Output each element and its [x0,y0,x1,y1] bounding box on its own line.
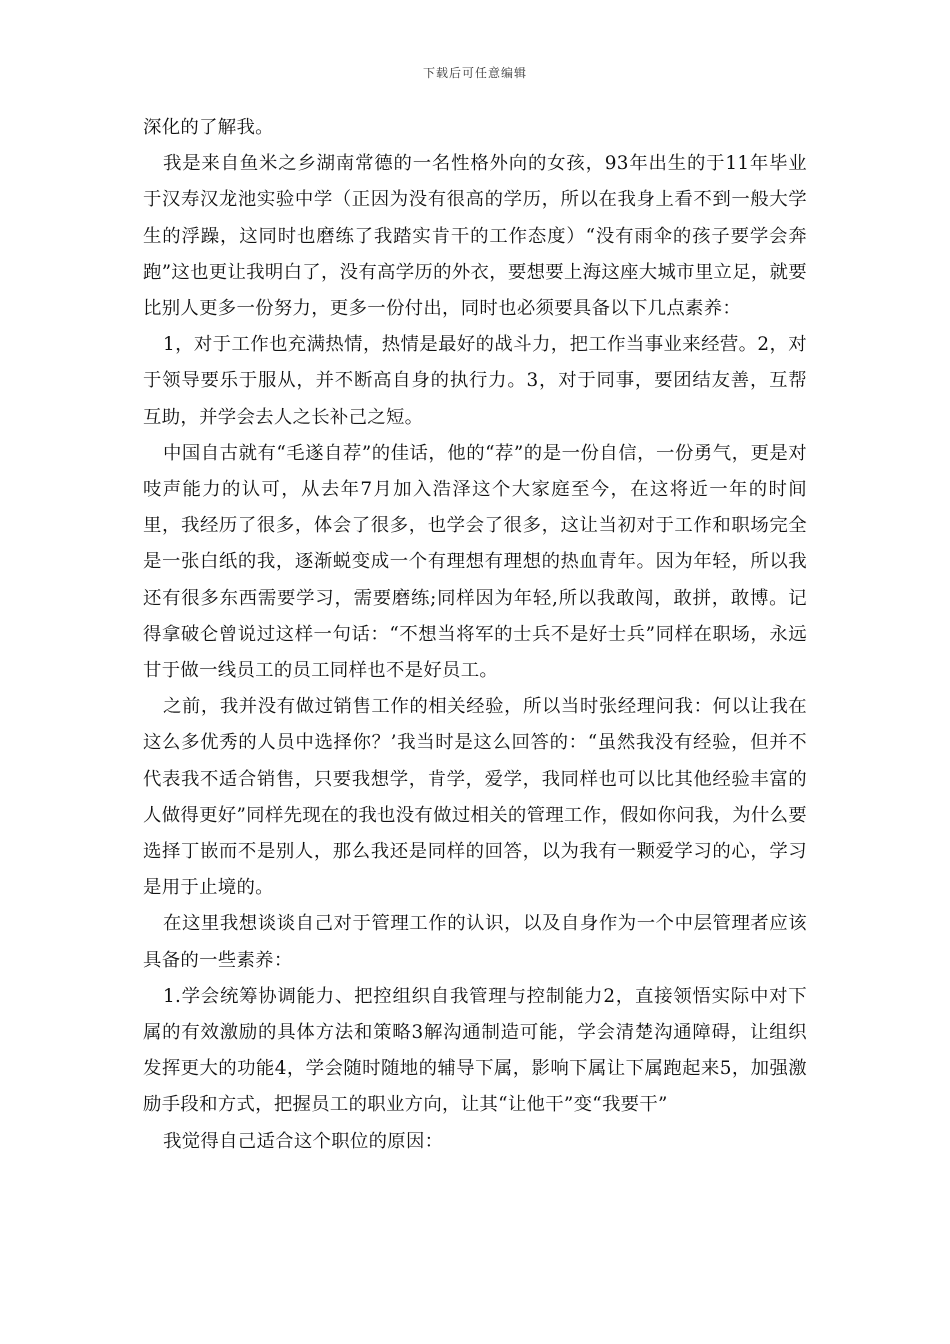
paragraph-management-intro: 在这里我想谈谈自己对于管理工作的认识，以及自身作为一个中层管理者应该具备的一些素养： [143,913,807,971]
paragraph-management-skills: 1.学会统筹协调能力、把控组织自我管理与控制能力2，直接领悟实际中对下属的有效激励的具体方法和策略3解沟通制造可能，学会清楚沟通障碍，让组织发挥更大的功能4，学会随时随地的辅导下属，影响下属让下属跑起来5，加强激励手段和方式，把握员工的职业方向，让其“让他干”变“我要干” [143,985,807,1116]
paragraph-continuation: 深化的了解我。 [143,117,274,138]
document-body [143,110,807,1160]
paragraph-sales-experience: 之前，我并没有做过销售工作的相关经验，所以当时张经理问我：何以让我在这么多优秀的人员中选择你？’我当时是这么回答的：“虽然我没有经验，但并不代表我不适合销售，只要我想学，肯学，爱学，我同样也可以比其他经验丰富的人做得更好”同样先现在的我也没有做过相关的管理工作，假如你问我，为什么要选择丁嵌而不是别人，那么我还是同样的回答，以为我有一颗爱学习的心，学习是用于止境的。 [143,696,807,899]
paragraph-self-recommendation: 中国自古就有“毛遂自荐”的佳话，他的“荐”的是一份自信，一份勇气，更是对吱声能力的认可，从去年7月加入浩泽这个大家庭至今，在这将近一年的时间里，我经历了很多，体会了很多，也学会了很多，这让当初对于工作和职场完全是一张白纸的我，逐渐蜕变成一个有理想有理想的热血青年。因为年轻，所以我还有很多东西需要学习，需要磨练;同样因为年轻,所以我敢闯，敢拼，敢博。记得拿破仑曾说过这样一句话：“不想当将军的士兵不是好士兵”同样在职场，永远甘于做一线员工的员工同样也不是好员工。 [143,442,807,682]
paragraph-suitability-reasons: 我觉得自己适合这个职位的原因： [163,1130,444,1152]
paragraph-self-introduction: 我是来自鱼米之乡湖南常德的一名性格外向的女孩，93年出生的于11年毕业于汉寿汉龙池实验中学（正因为没有很高的学历，所以在我身上看不到一般大学生的浮躁，这同时也磨练了我踏实肯干的工作态度）“没有雨伞的孩子要学会奔跑”这也更让我明白了，没有高学历的外衣，要想要上海这座大城市里立足，就要比别人更多一份努力，更多一份付出，同时也必须要具备以下几点素养： [143,153,807,320]
paragraph-qualities-list: 1，对于工作也充满热情，热情是最好的战斗力，把工作当事业来经营。2，对于领导要乐于服从，并不断高自身的执行力。3，对于同事，要团结友善，互帮互助，并学会去人之长补己之短。 [143,334,807,428]
page-header: 下载后可任意编辑 [422,66,527,80]
